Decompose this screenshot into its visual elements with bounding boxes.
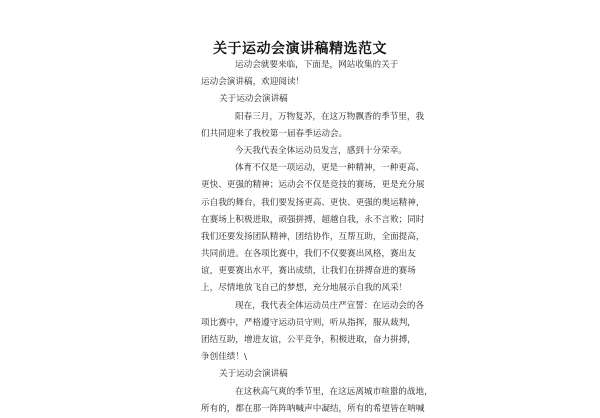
text-line: 所有的，都在那一阵阵呐喊声中凝结，所有的希望皆在呐喊: [201, 403, 425, 414]
text-line: 运动会就要来临，下面是，网站收集的关于: [235, 60, 399, 70]
text-line: 在这秋高气爽的季节里，在这远离城市喧嚣的战地，: [235, 386, 433, 397]
text-line: 争创佳绩！\: [201, 352, 247, 363]
text-line: 今天我代表全体运动员发言，感到十分荣幸。: [235, 145, 407, 156]
document-title: 关于运动会演讲稿精选范文: [213, 41, 387, 57]
text-line: 在赛场上积极进取，顽强拼搏，超越自我，永不言败；同时: [201, 214, 425, 225]
text-line: 共同前进。在各项比赛中，我们不仅要赛出风格，赛出友: [201, 249, 416, 260]
text-line: 阳春三月，万物复苏，在这万物飘香的季节里，我: [235, 111, 425, 122]
text-line: 运动会演讲稿，欢迎阅读！: [201, 77, 305, 88]
text-line: 们共同迎来了我校第一届春季运动会。: [201, 128, 348, 139]
text-line: 体育不仅是一项运动，更是一种精神，一种更高、: [235, 163, 425, 174]
text-line: 项比赛中，严格遵守运动员守则，听从指挥，服从裁判，: [201, 317, 416, 328]
text-line: 上，尽情地放飞自己的梦想，充分地展示自我的风采！: [201, 283, 408, 294]
text-line: 示自我的舞台，我们要发扬更高、更快、更强的奥运精神，: [201, 197, 425, 208]
text-line: 谊，更要赛出水平，赛出成绩，让我们在拼搏奋进的赛场: [201, 266, 416, 277]
text-line: 我们还要发扬团队精神，团结协作，互帮互助，全面提高，: [201, 231, 425, 242]
text-line: 更快、更强的精神；运动会不仅是竞技的赛场，更是充分展: [201, 180, 425, 191]
text-line: 关于运动会演讲稿: [219, 94, 288, 105]
document-body: [201, 57, 433, 418]
text-line: 现在，我代表全体运动员庄严宣誓：在运动会的各: [235, 300, 425, 311]
text-line: 关于运动会演讲稿: [219, 369, 288, 380]
text-line: 团结互助，增进友谊，公平竞争，积极进取，奋力拼搏，: [201, 335, 416, 345]
